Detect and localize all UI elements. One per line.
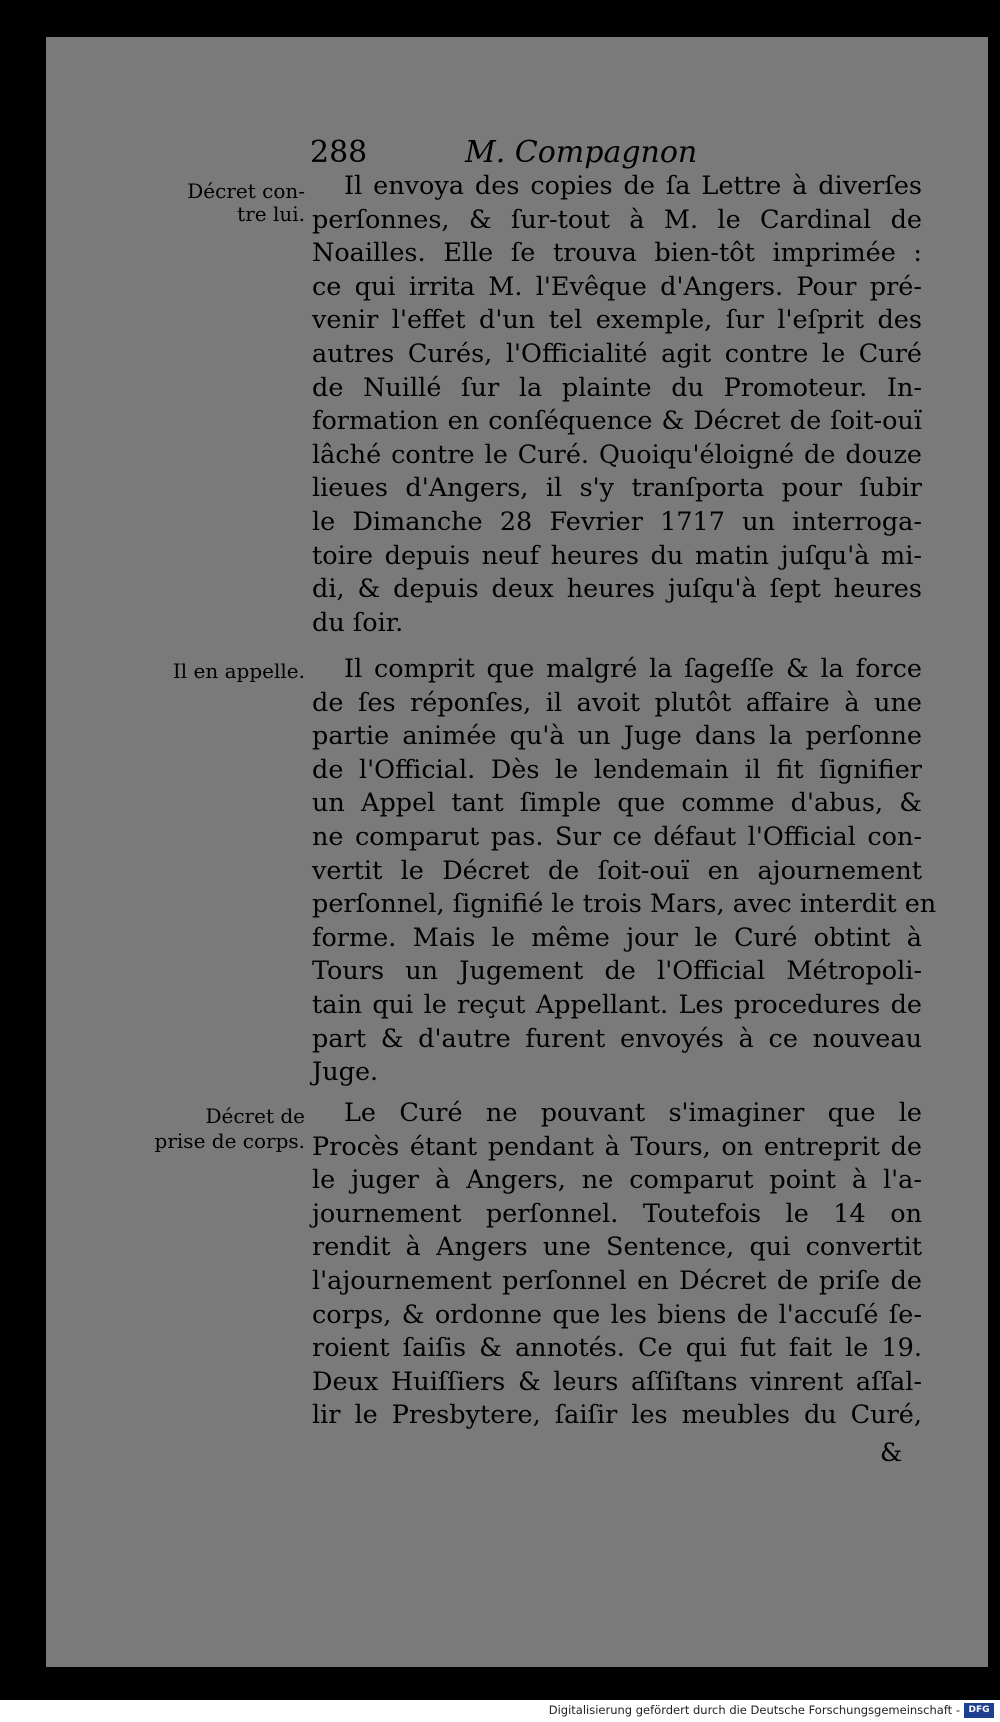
text-line: Tours un Jugement de l'Official Métropoli- — [312, 956, 922, 987]
text-line: le Dimanche 28 Fevrier 1717 un interroga- — [312, 506, 922, 537]
text-line: venir l'effet d'un tel exemple, ſur l'eſprit des — [312, 305, 922, 336]
text-line: perſonnel, ſignifié le trois Mars, avec interdit en — [312, 889, 937, 920]
text-line: Procès étant pendant à Tours, on entreprit de — [312, 1131, 922, 1162]
text-line: part & d'autre furent envoyés à ce nouveau — [312, 1023, 922, 1054]
running-title: M. Compagnon — [465, 135, 698, 170]
text-line: vertit le Décret de ſoit-ouï en ajournement — [312, 855, 922, 886]
text-line: un Appel tant ſimple que comme d'abus, & — [312, 788, 922, 819]
text-line: lir le Presbytere, ſaiſir les meubles du Curé, — [312, 1400, 922, 1431]
text-line: Juge. — [312, 1057, 379, 1088]
text-line: de Nuillé ſur la plainte du Promoteur. In- — [312, 372, 922, 403]
margin-note-3 — [140, 1100, 305, 1158]
text-line: Le Curé ne pouvant s'imaginer que le — [344, 1098, 922, 1128]
paragraph-1 — [312, 170, 922, 640]
paragraph-2 — [312, 653, 937, 1090]
text-line: ce qui irrita M. l'Evêque d'Angers. Pour pré- — [312, 271, 922, 302]
text-line: lieues d'Angers, il s'y tranſporta pour ſubir — [312, 473, 922, 504]
text-line: de l'Official. Dès le lendemain il fit ſignifier — [312, 754, 922, 785]
text-line: di, & depuis deux heures juſqu'à ſept heures — [312, 574, 922, 605]
text-line: perſonnes, & ſur-tout à M. le Cardinal de — [312, 204, 922, 235]
text-line: Il envoya des copies de ſa Lettre à diverſes — [344, 171, 922, 201]
text-line: du ſoir. — [312, 607, 404, 638]
text-line: formation en conſéquence & Décret de ſoit-ouï — [312, 406, 922, 437]
text-line: Noailles. Elle ſe trouva bien-tôt imprimée : — [312, 238, 922, 269]
funding-notice: Digitalisierung gefördert durch die Deutsche Forschungsgemeinschaft - — [548, 1703, 960, 1717]
text-line: roient ſaiſis & annotés. Ce qui fut fait le 19. — [312, 1333, 922, 1364]
text-line: journement perſonnel. Toutefois le 14 on — [312, 1198, 922, 1229]
text-line: corps, & ordonne que les biens de l'accuſé ſe- — [312, 1299, 922, 1330]
footer — [0, 1700, 1000, 1722]
margin-note-line: prise de corps. — [154, 1129, 305, 1153]
margin-note-1 — [140, 175, 305, 231]
catchword: & — [880, 1438, 903, 1467]
text-line: rendit à Angers une Sentence, qui convertit — [312, 1232, 922, 1263]
text-line: ne comparut pas. Sur ce défaut l'Official con- — [312, 821, 922, 852]
margin-note-line: tre lui. — [237, 202, 305, 226]
margin-note-line: Il en appelle. — [172, 659, 305, 683]
margin-note-2 — [140, 655, 305, 688]
text-line: toire depuis neuf heures du matin juſqu'à mi- — [312, 540, 922, 571]
dfg-logo: DFG — [964, 1703, 994, 1718]
margin-note-line: Décret con- — [187, 179, 305, 203]
text-line: Deux Huiſſiers & leurs aſſiſtans vinrent aſſal- — [312, 1366, 922, 1397]
margin-note-line: Décret de — [205, 1104, 305, 1128]
text-line: lâché contre le Curé. Quoiqu'éloigné de douze — [312, 439, 922, 470]
text-line: Il comprit que malgré la ſageſſe & la force — [344, 654, 922, 684]
page-header — [310, 135, 810, 171]
page-number: 288 — [310, 135, 368, 170]
text-line: le juger à Angers, ne comparut point à l'a- — [312, 1165, 922, 1196]
text-line: autres Curés, l'Officialité agit contre le Curé — [312, 338, 922, 369]
text-line: tain qui le reçut Appellant. Les procedures de — [312, 989, 922, 1020]
paragraph-3 — [312, 1097, 922, 1433]
text-line: l'ajournement perſonnel en Décret de priſe de — [312, 1265, 922, 1296]
text-line: forme. Mais le même jour le Curé obtint à — [312, 922, 922, 953]
text-line: de ſes réponſes, il avoit plutôt affaire à une — [312, 687, 922, 718]
text-line: partie animée qu'à un Juge dans la perſonne — [312, 721, 922, 752]
